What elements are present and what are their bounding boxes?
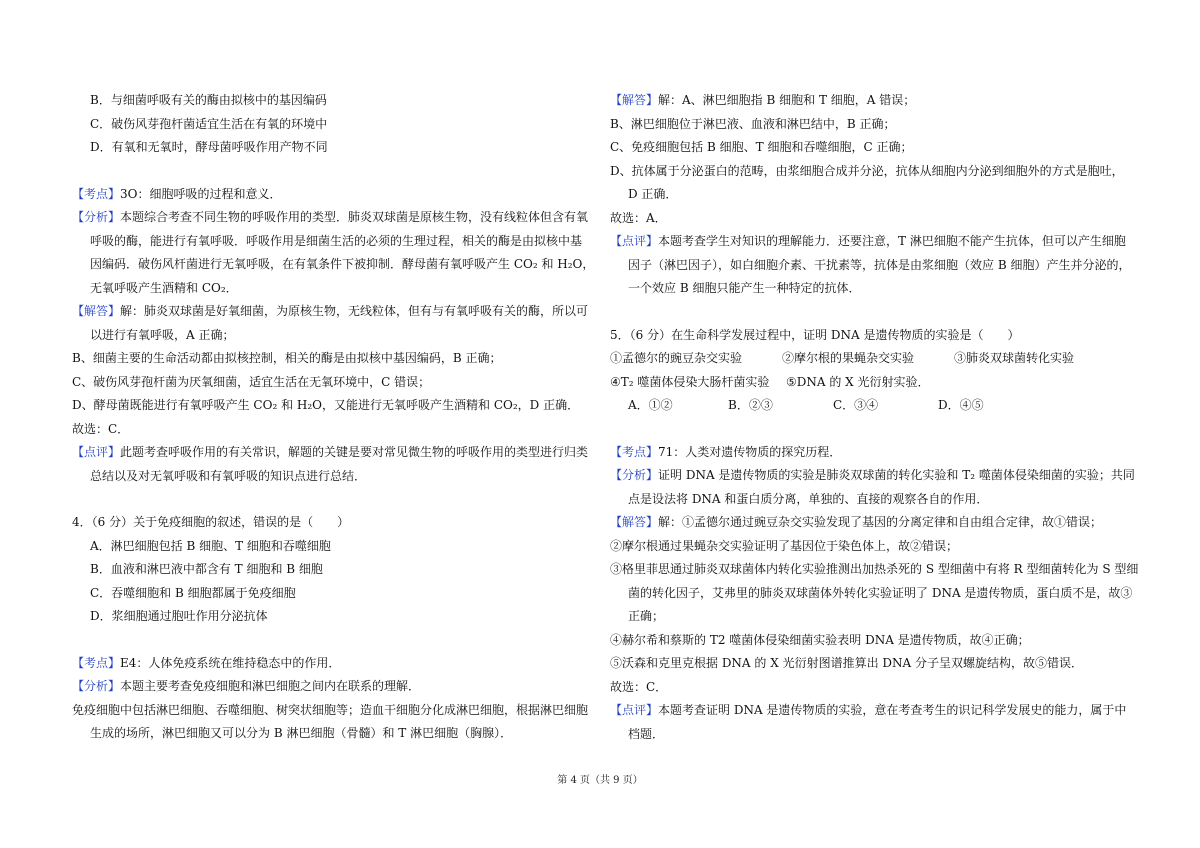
fenxi-line: 生成的场所，淋巴细胞又可以分为 B 淋巴细胞（骨髓）和 T 淋巴细胞（胸腺）． [90, 726, 513, 740]
q5-items-row2 [610, 371, 1136, 395]
jieda-line: C、免疫细胞包括 B 细胞、T 细胞和吞噬细胞，C 正确； [610, 140, 913, 154]
right-column [610, 89, 1139, 746]
q5-items-row1 [610, 347, 1136, 371]
jieda-line: 以进行有氧呼吸，A 正确； [90, 327, 235, 342]
fenxi-tag: 【分析】 [610, 468, 659, 482]
q4-fenxi [72, 675, 592, 699]
fenxi-line: 点是设法将 DNA 和蛋白质分离，单独的、直接的观察各自的作用． [628, 491, 989, 506]
q3-jieda [72, 300, 592, 324]
kaodian-tag: 【考点】 [72, 186, 121, 201]
q4-option-c: C．吞噬细胞和 B 细胞都属于免疫细胞 [90, 585, 296, 600]
jieda-answer: 故选：A． [610, 210, 667, 225]
q5-option-d: D．④⑤ [938, 398, 984, 412]
dianping-line: 档题． [628, 726, 665, 741]
q5-item-1: ①孟德尔的豌豆杂交实验 [610, 351, 743, 365]
q3-dianping [72, 441, 592, 465]
jieda-line: 正确； [628, 609, 665, 623]
q5-item-4: ④T₂ 噬菌体侵染大肠杆菌实验 [610, 374, 770, 389]
jieda-line: ④赫尔希和蔡斯的 T2 噬菌体侵染细菌实验表明 DNA 是遗传物质，故④正确； [610, 632, 1030, 647]
q4-option-a: A．淋巴细胞包括 B 细胞、T 细胞和吞噬细胞 [90, 538, 331, 553]
fenxi-line: 免疫细胞中包括淋巴细胞、吞噬细胞、树突状细胞等；造血干细胞分化成淋巴细胞，根据淋巴细胞 [72, 702, 589, 717]
q5-option-b: B．②③ [728, 398, 773, 412]
jieda-line: 解：肺炎双球菌是好氧细菌，为原核生物，无线粒体，但有与有氧呼吸有关的酶，所以可 [120, 304, 589, 318]
q5-stem: 5．（6 分）在生命科学发展过程中，证明 DNA 是遗传物质的实验是（ ） [610, 327, 1020, 342]
jieda-line: B、细菌主要的生命活动都由拟核控制，相关的酶是由拟核中基因编码，B 正确； [72, 351, 502, 365]
dianping-line: 本题考查学生对知识的理解能力．还要注意，T 淋巴细胞不能产生抗体，但可以产生细胞 [658, 234, 1126, 248]
q4-dianping [610, 230, 1136, 254]
kaodian-text: E4：人体免疫系统在维持稳态中的作用． [120, 655, 341, 670]
jieda-tag: 【解答】 [72, 304, 121, 318]
fenxi-line: 证明 DNA 是遗传物质的实验是肺炎双球菌的转化实验和 T₂ 噬菌体侵染细菌的实验；共同 [658, 468, 1135, 482]
q4-option-d: D．浆细胞通过胞吐作用分泌抗体 [90, 609, 268, 623]
fenxi-tag: 【分析】 [72, 210, 121, 224]
jieda-tag: 【解答】 [610, 93, 659, 107]
q3-option-d: D．有氧和无氧时，酵母菌呼吸作用产物不同 [90, 140, 328, 154]
dianping-line: 一个效应 B 细胞只能产生一种特定的抗体． [628, 281, 861, 295]
jieda-line: ⑤沃森和克里克根据 DNA 的 X 光衍射图谱推算出 DNA 分子呈双螺旋结构，故⑤错误． [610, 656, 1084, 670]
dianping-line: 本题考查证明 DNA 是遗传物质的实验，意在考查考生的识记科学发展史的能力，属于中 [658, 703, 1127, 717]
jieda-line: ③格里菲思通过肺炎双球菌体内转化实验推测出加热杀死的 S 型细菌中有将 R 型细菌转化为 S 型细 [610, 562, 1139, 576]
q3-option-b: B．与细菌呼吸有关的酶由拟核中的基因编码 [90, 93, 327, 107]
jieda-line: 解：①孟德尔通过豌豆杂交实验发现了基因的分离定律和自由组合定律，故①错误； [658, 515, 1103, 529]
fenxi-line: 因编码．破伤风杆菌进行无氧呼吸，在有氧条件下被抑制．酵母菌有氧呼吸产生 CO₂ 和 H₂O， [90, 257, 595, 271]
jieda-line: D 正确． [628, 187, 678, 201]
jieda-line: 解：A、淋巴细胞指 B 细胞和 T 细胞，A 错误； [658, 93, 916, 107]
jieda-line: 菌的转化因子，艾弗里的肺炎双球菌体外转化实验证明了 DNA 是遗传物质，蛋白质不是，故③ [628, 585, 1133, 600]
q5-option-c: C．③④ [833, 398, 879, 412]
dianping-line: 总结以及对无氧呼吸和有氧呼吸的知识点进行总结． [90, 468, 367, 483]
q5-options [610, 394, 1136, 418]
dianping-line: 因子（淋巴因子），如白细胞介素、干扰素等，抗体是由浆细胞（效应 B 细胞）产生并分泌的， [628, 257, 1131, 272]
dianping-line: 此题考查呼吸作用的有关常识，解题的关键是要对常见微生物的呼吸作用的类型进行归类 [120, 445, 589, 459]
kaodian-tag: 【考点】 [610, 444, 659, 459]
jieda-answer: 故选：C． [72, 421, 130, 436]
dianping-tag: 【点评】 [610, 703, 659, 717]
fenxi-line: 无氧呼吸产生酒精和 CO₂． [90, 280, 238, 295]
q5-dianping [610, 699, 1136, 723]
q3-fenxi [72, 206, 592, 230]
q5-item-5: ⑤DNA 的 X 光衍射实验． [786, 374, 930, 389]
q5-option-a: A．①② [628, 398, 673, 412]
kaodian-text: 3O：细胞呼吸的过程和意义． [120, 186, 282, 201]
q5-kaodian [610, 441, 1136, 465]
kaodian-text: 71：人类对遗传物质的探究历程． [658, 444, 842, 459]
dianping-tag: 【点评】 [72, 445, 121, 459]
jieda-line: ②摩尔根通过果蝇杂交实验证明了基因位于染色体上，故②错误； [610, 538, 959, 553]
q5-fenxi [610, 464, 1136, 488]
q5-jieda [610, 511, 1136, 535]
jieda-line: C、破伤风芽孢杆菌为厌氧细菌，适宜生活在无氧环境中，C 错误； [72, 374, 431, 389]
q4-jieda [610, 89, 1136, 113]
fenxi-line: 本题综合考查不同生物的呼吸作用的类型．肺炎双球菌是原核生物，没有线粒体但含有氧 [120, 210, 589, 224]
q5-item-2: ②摩尔根的果蝇杂交实验 [782, 351, 915, 365]
kaodian-tag: 【考点】 [72, 655, 121, 670]
q5-item-3: ③肺炎双球菌转化实验 [954, 351, 1075, 365]
fenxi-line: 呼吸的酶，能进行有氧呼吸．呼吸作用是细菌生活的必须的生理过程，相关的酶是由拟核中基 [90, 233, 583, 248]
dianping-tag: 【点评】 [610, 234, 659, 248]
jieda-answer: 故选：C． [610, 679, 668, 694]
q4-option-b: B．血液和淋巴液中都含有 T 细胞和 B 细胞 [90, 562, 323, 576]
page-number-footer: 第 4 页（共 9 页） [557, 775, 643, 786]
fenxi-tag: 【分析】 [72, 679, 121, 693]
q3-kaodian [72, 183, 592, 207]
jieda-line: D、酵母菌既能进行有氧呼吸产生 CO₂ 和 H₂O，又能进行无氧呼吸产生酒精和 CO₂，D 正确． [72, 398, 580, 412]
left-column [72, 89, 595, 746]
q4-stem: 4．（6 分）关于免疫细胞的叙述，错误的是（ ） [72, 515, 350, 529]
jieda-line: D、抗体属于分泌蛋白的范畴，由浆细胞合成并分泌，抗体从细胞内分泌到细胞外的方式是胞吐， [610, 163, 1124, 178]
jieda-line: B、淋巴细胞位于淋巴液、血液和淋巴结中，B 正确； [610, 116, 896, 131]
jieda-tag: 【解答】 [610, 515, 659, 529]
q3-option-c: C．破伤风芽孢杆菌适宜生活在有氧的环境中 [90, 116, 328, 131]
q4-kaodian [72, 652, 592, 676]
fenxi-line: 本题主要考查免疫细胞和淋巴细胞之间内在联系的理解． [120, 679, 421, 693]
